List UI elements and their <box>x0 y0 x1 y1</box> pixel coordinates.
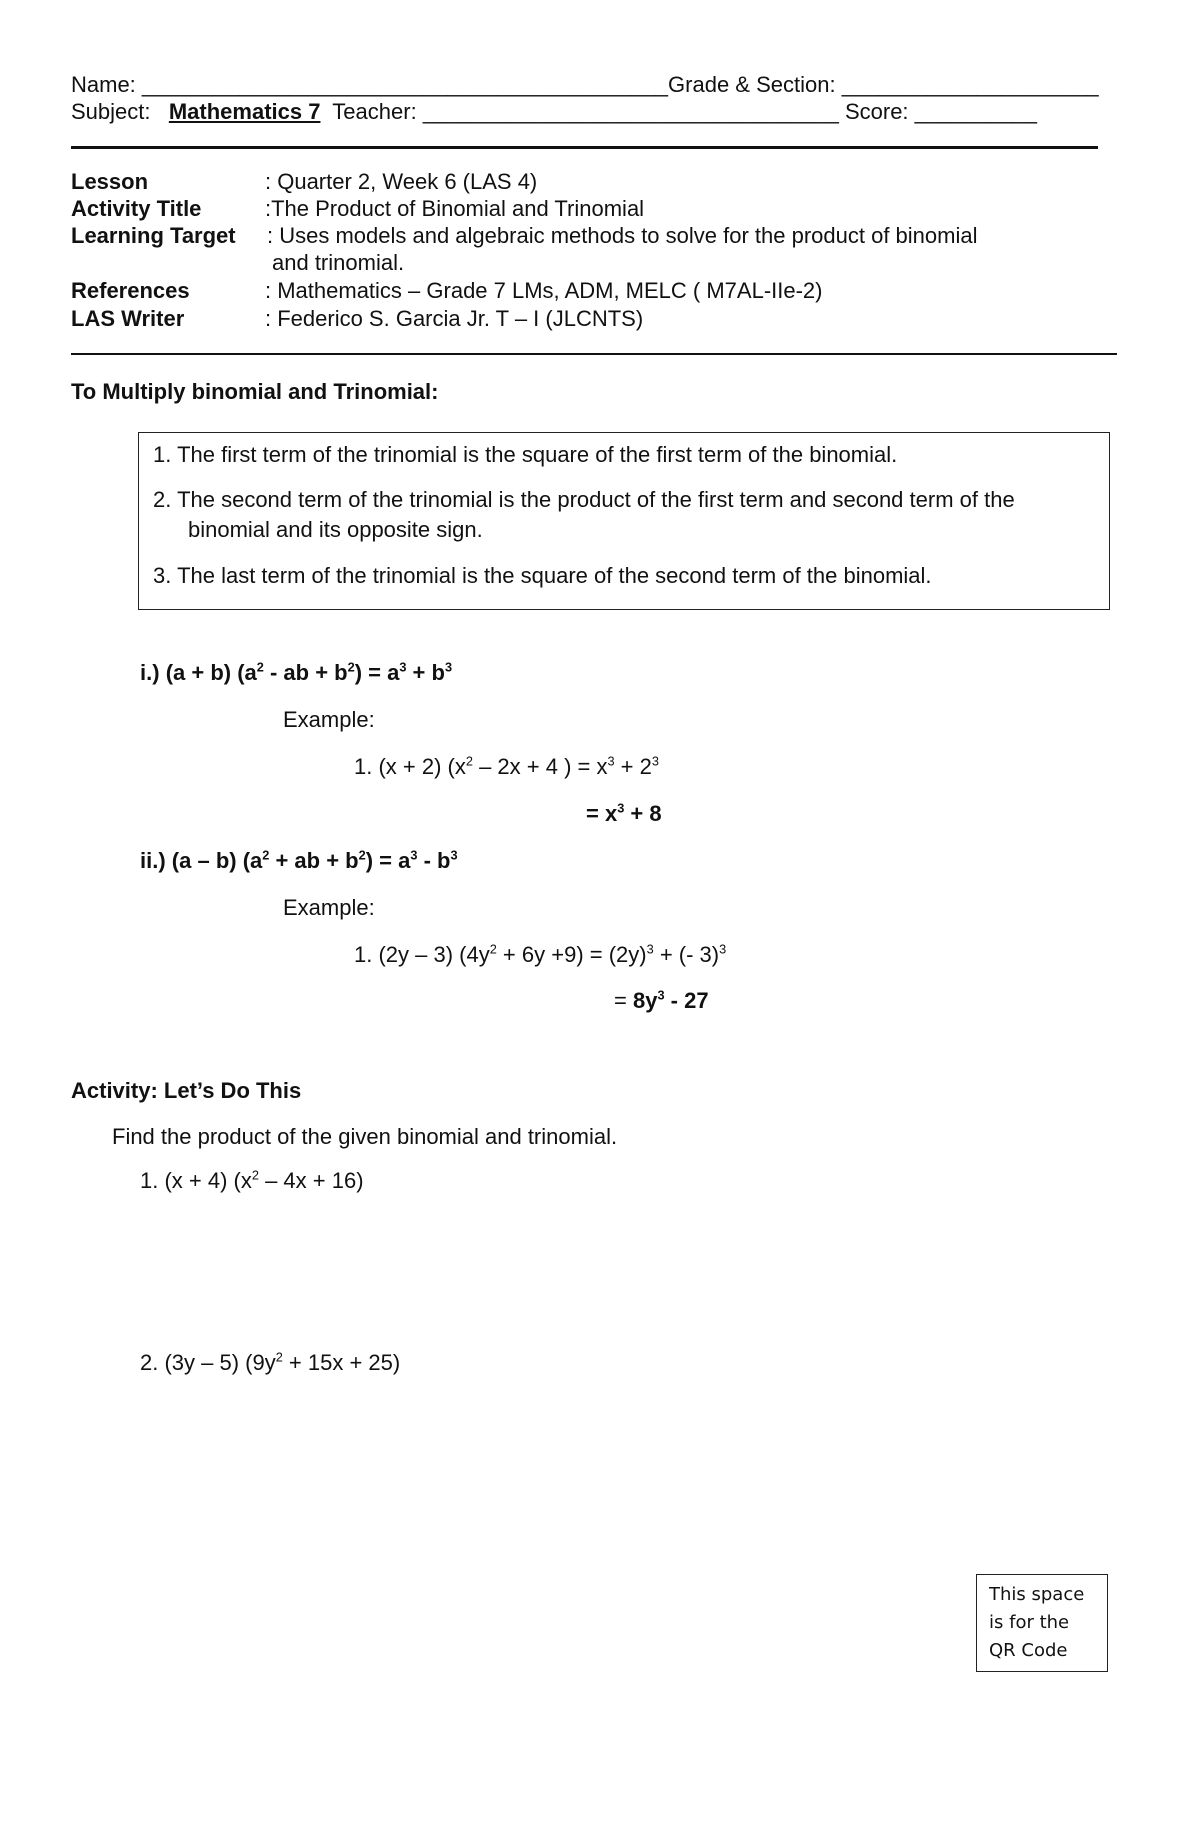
formula-2-label: ii.) <box>140 848 166 873</box>
qr-note-line-3: QR Code <box>989 1640 1068 1661</box>
activity-item-2: 2. (3y – 5) $(9y^2 + 15x + 25)$ <box>140 1349 401 1375</box>
rule-item-1: 1. The first term of the trinomial is the square of the first term of the binomial. <box>153 442 898 467</box>
name-label: Name: <box>71 72 136 97</box>
qr-note-line-2: is for the <box>989 1612 1070 1633</box>
rule-item-2: 2. The second term of the trinomial is the product of the first term and second term of the <box>153 487 1015 512</box>
activity-instruction: Find the product of the given binomial and trinomial. <box>112 1124 618 1149</box>
activity-heading: Activity: Let’s Do This <box>71 1078 302 1103</box>
subject-label: Subject: <box>71 99 151 124</box>
section-heading: To Multiply binomial and Trinomial: <box>71 379 439 404</box>
learning-target-value-cont: and trinomial. <box>272 250 405 275</box>
references-label: References <box>71 278 190 303</box>
example-1-expression: 1. (x + 2) ($x^2 - 2x + 4$ ) = $x^3 + 2^3$ <box>354 753 659 779</box>
formula-sum-of-cubes: i.) (a + b) ($a^2$ - ab + $b^2) = a^3 + b^3$ <box>140 659 453 685</box>
references-value: : Mathematics – Grade 7 LMs, ADM, MELC ( M7AL-IIe-2) <box>265 278 823 303</box>
example-2-result: = $8y^3 - 27$ <box>614 987 709 1013</box>
learning-target-value: : Uses models and algebraic methods to solve for the product of binomial <box>267 223 978 248</box>
example-1-label: Example: <box>283 707 375 732</box>
name-blank[interactable]: ___________________________________________ <box>141 72 669 97</box>
score-blank[interactable]: __________ <box>914 99 1038 124</box>
formula-difference-of-cubes: ii.) (a – b) ($a^2$ + ab + $b^2) = a^3 - b^3$ <box>140 847 458 873</box>
lesson-label: Lesson <box>71 169 149 194</box>
example-2-label: Example: <box>283 895 375 920</box>
header-thick-rule <box>71 146 1098 149</box>
grade-section-blank[interactable]: _____________________ <box>841 72 1099 97</box>
teacher-label: Teacher: <box>332 99 417 124</box>
activity-item-1: 1. (x + 4) $(x^2 - 4x + 16)$ <box>140 1167 364 1193</box>
lesson-value: : Quarter 2, Week 6 (LAS 4) <box>265 169 538 194</box>
learning-target-label: Learning Target <box>71 223 236 248</box>
subject-line <box>71 99 1037 125</box>
qr-code-placeholder <box>976 1574 1108 1672</box>
las-writer-label: LAS Writer <box>71 306 185 331</box>
teacher-blank[interactable]: __________________________________ <box>422 99 839 124</box>
name-line <box>71 72 1099 98</box>
score-label: Score: <box>844 99 909 124</box>
subject-value: Mathematics 7 <box>168 99 321 124</box>
las-writer-value: : Federico S. Garcia Jr. T – I (JLCNTS) <box>265 306 644 331</box>
info-divider <box>71 353 1117 355</box>
activity-title-value: :The Product of Binomial and Trinomial <box>265 196 645 221</box>
activity-title-label: Activity Title <box>71 196 202 221</box>
formula-1-label: i.) <box>140 660 160 685</box>
rule-item-3: 3. The last term of the trinomial is the square of the second term of the binomial. <box>153 563 932 588</box>
rule-item-2-cont: binomial and its opposite sign. <box>188 517 483 542</box>
grade-section-label: Grade & Section: <box>668 72 836 97</box>
example-2-expression: 1. (2y – 3) $(4y^2 + 6y +9) = (2y)^3$ + (- 3)$^3$ <box>354 941 727 967</box>
qr-note-line-1: This space <box>989 1584 1085 1605</box>
example-1-result: = $x^3 + 8$ <box>586 800 662 826</box>
